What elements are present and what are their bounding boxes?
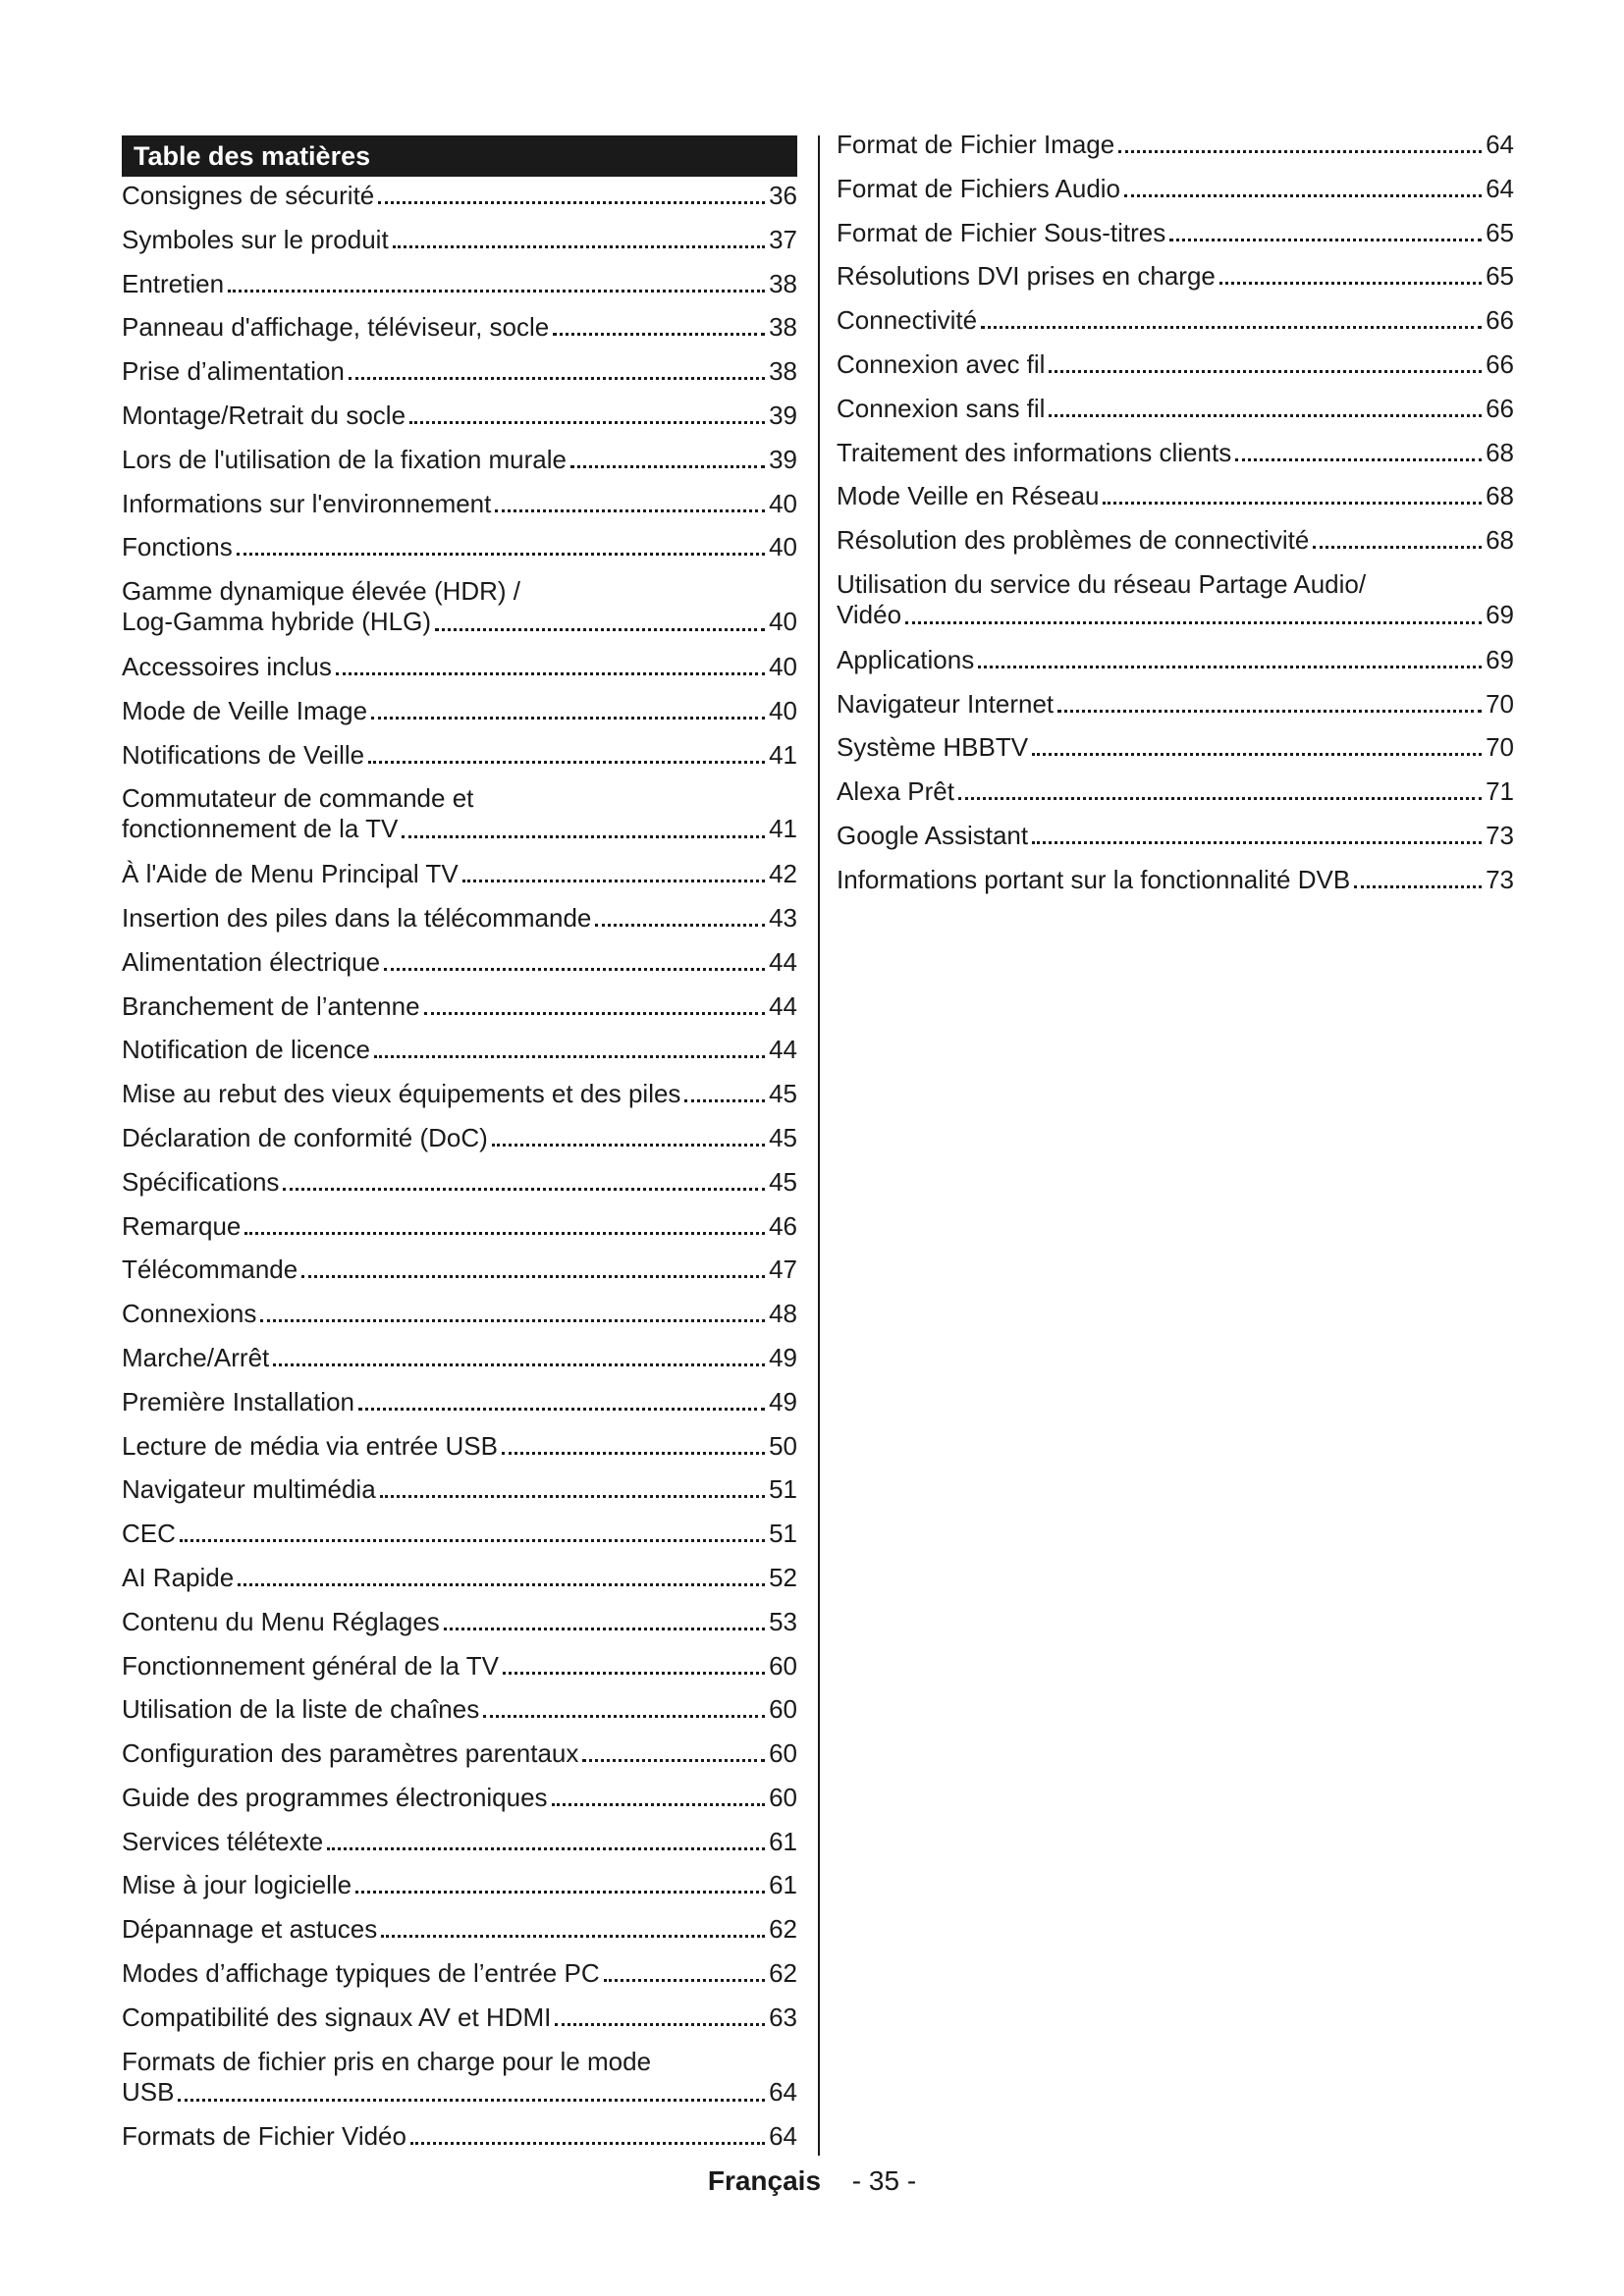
toc-entry-page: 44 [769,990,797,1021]
dot-leader [1118,150,1482,153]
toc-entry-page: 73 [1486,864,1514,894]
toc-entry[interactable] [122,400,797,430]
toc-entry-page: 45 [769,1166,797,1197]
toc-entry[interactable] [837,349,1514,379]
toc-entry-page: 42 [769,859,797,889]
toc-entry[interactable] [122,1870,797,1899]
toc-entry-title: Commutateur de commande et [122,783,474,814]
toc-entry-page: 39 [769,400,797,430]
toc-entry-title: Alimentation électrique [122,946,381,977]
toc-entry-title: Utilisation de la liste de chaînes [122,1694,480,1725]
toc-entry-page: 52 [769,1562,797,1592]
toc-entry-title: À l'Aide de Menu Principal TV [122,859,459,889]
toc-entry-title: Consignes de sécurité [122,181,375,210]
toc-entry[interactable] [122,740,797,770]
toc-entry-title: Services télétexte [122,1826,324,1856]
dot-leader [178,2099,765,2102]
toc-entry-page: 68 [1486,481,1514,511]
toc-entry-page: 61 [769,1870,797,1900]
toc-entry-page: 66 [1486,393,1514,423]
column-divider [818,135,820,2156]
toc-entry[interactable] [122,783,797,844]
toc-entry-page: 38 [769,312,797,343]
dot-leader [1049,414,1482,417]
toc-entry-page: 40 [769,532,797,562]
toc-entry-title-cont: USB [122,2076,175,2107]
toc-right-column [837,126,1514,894]
toc-entry-title: Google Assistant [837,820,1029,850]
toc-entry[interactable] [122,1474,797,1504]
toc-entry-page: 40 [769,695,797,725]
dot-leader [368,761,765,764]
toc-entry[interactable] [122,1519,797,1548]
toc-entry-title: Remarque [122,1210,242,1241]
dot-leader [371,717,765,720]
dot-leader [958,797,1482,800]
toc-entry-title: Panneau d'affichage, téléviseur, socle [122,312,550,343]
toc-entry-page: 60 [769,1738,797,1769]
toc-entry-title: Contenu du Menu Réglages [122,1606,440,1636]
dot-leader [981,326,1482,329]
toc-entry-page: 46 [769,1210,797,1241]
toc-entry[interactable] [122,225,797,254]
toc-entry[interactable] [122,652,797,681]
toc-entry[interactable] [122,181,797,210]
dot-leader [378,201,765,204]
dot-leader [1354,885,1482,888]
toc-entry-title: Format de Fichier Image [837,130,1115,159]
toc-entry-page: 69 [1486,599,1514,629]
toc-title: Table des matières [122,135,797,177]
toc-entry-title: Première Installation [122,1386,354,1416]
dot-leader [595,924,765,927]
toc-entry-title: Mode Veille en Réseau [837,481,1100,511]
dot-leader [1032,841,1482,844]
dot-leader [462,880,765,882]
toc-entry[interactable] [122,2047,797,2108]
toc-entry-page: 41 [769,739,797,770]
toc-entry-title-cont: Log-Gamma hybride (HLG) [122,607,431,637]
dot-leader [444,1628,765,1630]
toc-entry-title: Connectivité [837,305,978,336]
dot-leader [1124,194,1482,197]
toc-entry[interactable] [837,305,1514,335]
toc-entry-title: Guide des programmes électroniques [122,1782,548,1812]
dot-leader [283,1188,765,1191]
toc-entry-page: 73 [1486,820,1514,850]
dot-leader [483,1715,765,1718]
toc-entry[interactable] [837,130,1514,159]
toc-entry[interactable] [122,312,797,342]
toc-entry-title: Connexion avec fil [837,348,1046,379]
toc-entry[interactable] [122,1738,797,1768]
toc-entry[interactable] [837,776,1514,806]
toc-entry-page: 44 [769,946,797,977]
toc-entry[interactable] [122,2121,797,2151]
dot-leader [495,509,765,512]
toc-entry[interactable] [122,696,797,725]
toc-entry-page: 61 [769,1826,797,1856]
toc-entry-title: Insertion des piles dans la télécommande [122,902,592,933]
toc-entry-title: Informations portant sur la fonctionnalité DVB [837,864,1351,894]
toc-entry-title: Mode de Veille Image [122,695,368,725]
toc-entry-title: Télécommande [122,1255,298,1285]
dot-leader [905,621,1482,624]
toc-entry-page: 50 [769,1430,797,1461]
toc-entry-title: Fonctions [122,532,233,562]
toc-entry-title: Modes d’affichage typiques de l’entrée PC [122,1958,600,1989]
toc-entry-title: Résolutions DVI prises en charge [837,261,1216,292]
dot-leader [1032,753,1482,756]
toc-entry-title: CEC [122,1519,176,1549]
toc-entry-title: AI Rapide [122,1562,235,1592]
toc-entry[interactable] [122,903,797,933]
dot-leader [384,968,765,971]
toc-entry[interactable] [837,645,1514,674]
dot-leader [492,1144,765,1147]
toc-entry[interactable] [122,269,797,298]
dot-leader [1169,239,1482,241]
toc-entry-page: 37 [769,224,797,254]
toc-entry-page: 68 [1486,525,1514,556]
toc-entry-page: 70 [1486,688,1514,719]
toc-entry-title: Dépannage et astuces [122,1914,378,1945]
dot-leader [393,245,765,248]
toc-left-column [122,135,797,2151]
toc-entry[interactable] [837,821,1514,850]
toc-entry-page: 48 [769,1299,797,1329]
toc-entry[interactable] [122,1299,797,1328]
toc-entry-page: 51 [769,1474,797,1505]
toc-entry[interactable] [122,1211,797,1241]
toc-entry[interactable] [122,1607,797,1636]
dot-leader [355,1891,765,1894]
dot-leader [336,672,765,675]
dot-leader [260,1319,765,1322]
toc-entry-title: Configuration des paramètres parentaux [122,1738,579,1769]
toc-entry[interactable] [122,1387,797,1416]
dot-leader [555,2023,765,2026]
toc-entry[interactable] [122,2002,797,2032]
toc-entry[interactable] [837,394,1514,423]
toc-entry-page: 38 [769,356,797,387]
toc-entry-page: 64 [1486,173,1514,203]
toc-entry-title: Système HBBTV [837,732,1029,763]
dot-leader [180,1539,765,1542]
toc-entry-title: Spécifications [122,1166,280,1197]
toc-entry-page: 45 [769,1079,797,1109]
toc-entry-title: Entretien [122,268,225,298]
toc-entry-page: 38 [769,268,797,298]
dot-leader [380,1495,765,1498]
toc-entry[interactable] [837,438,1514,467]
page-footer [0,2165,1624,2197]
toc-entry[interactable] [122,532,797,561]
toc-entry[interactable] [122,1783,797,1812]
dot-leader [684,1099,765,1102]
toc-entry[interactable] [122,1167,797,1197]
toc-entry-title: Prise d’alimentation [122,356,345,387]
toc-entry-title: Lors de l'utilisation de la fixation murale [122,444,567,474]
toc-entry-page: 64 [769,2121,797,2152]
toc-entry[interactable] [837,525,1514,555]
toc-entry-page: 49 [769,1342,797,1372]
toc-entry-title: Symboles sur le produit [122,224,389,254]
toc-entry[interactable] [122,489,797,518]
dot-leader [552,1803,766,1806]
toc-entry-title: Informations sur l'environnement [122,488,492,518]
toc-entry[interactable] [837,174,1514,203]
toc-entry-page: 68 [1486,437,1514,467]
dot-leader [1235,458,1482,461]
toc-entry[interactable] [122,1431,797,1461]
dot-leader [410,2142,765,2145]
toc-entry-page: 53 [769,1606,797,1636]
toc-entry[interactable] [837,481,1514,510]
dot-leader [582,1759,765,1762]
toc-entry-title: Notifications de Veille [122,739,365,770]
toc-entry-page: 47 [769,1255,797,1285]
toc-right-list [837,130,1514,894]
toc-entry-title: Gamme dynamique élevée (HDR) / [122,576,521,607]
toc-entry[interactable] [122,1694,797,1724]
toc-entry[interactable] [837,569,1514,630]
toc-entry-title: Marche/Arrêt [122,1342,270,1372]
dot-leader [349,377,765,380]
toc-entry-title: Mise à jour logicielle [122,1870,352,1900]
dot-leader [1049,370,1482,373]
toc-entry-page: 51 [769,1519,797,1549]
dot-leader [1313,546,1482,549]
toc-entry-page: 40 [769,607,797,637]
toc-entry-page: 41 [769,814,797,844]
toc-entry[interactable] [122,859,797,888]
toc-entry-title: Lecture de média via entrée USB [122,1430,498,1461]
toc-entry[interactable] [837,865,1514,894]
toc-entry[interactable] [122,1563,797,1592]
toc-left-list [122,181,797,2151]
toc-entry[interactable] [122,1255,797,1284]
toc-entry-title: Connexion sans fil [837,393,1046,423]
toc-entry-title: Applications [837,644,975,674]
dot-leader [1057,710,1482,713]
toc-entry-page: 43 [769,902,797,933]
toc-entry-title: Formats de Fichier Vidéo [122,2121,406,2152]
dot-leader [358,1408,765,1411]
toc-entry-page: 49 [769,1386,797,1416]
toc-entry[interactable] [122,445,797,474]
toc-entry-page: 66 [1486,305,1514,336]
toc-entry[interactable] [122,991,797,1021]
toc-entry[interactable] [122,1343,797,1372]
toc-entry-page: 62 [769,1958,797,1989]
dot-leader [502,1452,765,1455]
dot-leader [228,290,765,293]
dot-leader [381,1935,765,1938]
dot-leader [402,835,765,838]
toc-entry-title: Format de Fichier Sous-titres [837,217,1166,247]
dot-leader [327,1847,765,1850]
toc-entry-page: 65 [1486,261,1514,292]
toc-entry[interactable] [122,1123,797,1152]
toc-entry-title: Fonctionnement général de la TV [122,1650,499,1681]
toc-entry[interactable] [122,1827,797,1856]
toc-entry-page: 40 [769,488,797,518]
toc-entry[interactable] [122,1035,797,1064]
toc-entry-title: Utilisation du service du réseau Partage Audio/ [837,568,1367,599]
toc-entry[interactable] [837,732,1514,762]
toc-entry-title: Traitement des informations clients [837,437,1232,467]
dot-leader [374,1055,765,1058]
toc-entry[interactable] [122,1651,797,1681]
toc-entry-page: 44 [769,1035,797,1065]
toc-entry-title: Mise au rebut des vieux équipements et des piles [122,1079,681,1109]
toc-entry-title: Notification de licence [122,1035,370,1065]
toc-entry-title: Connexions [122,1299,257,1329]
toc-entry[interactable] [837,261,1514,291]
toc-entry-page: 69 [1486,644,1514,674]
toc-entry[interactable] [122,947,797,977]
dot-leader [503,1672,765,1675]
page-number: - 35 - [851,2165,917,2196]
toc-entry[interactable] [837,689,1514,719]
dot-leader [238,1583,765,1586]
toc-entry-title-cont: Vidéo [837,599,902,629]
toc-entry-title-cont: fonctionnement de la TV [122,814,399,844]
dot-leader [244,1232,765,1235]
toc-entry[interactable] [122,1958,797,1988]
toc-entry-page: 66 [1486,348,1514,379]
toc-entry-page: 45 [769,1122,797,1152]
dot-leader [237,553,765,556]
toc-entry-title: Compatibilité des signaux AV et HDMI [122,2002,552,2032]
toc-entry-page: 64 [769,2076,797,2107]
toc-entry-page: 60 [769,1694,797,1725]
toc-entry-title: Format de Fichiers Audio [837,173,1121,203]
toc-entry-page: 64 [1486,130,1514,159]
toc-entry-title: Navigateur multimédia [122,1474,376,1505]
toc-entry-page: 36 [769,181,797,210]
toc-entry-page: 65 [1486,217,1514,247]
toc-entry-title: Navigateur Internet [837,688,1055,719]
toc-entry[interactable] [122,576,797,637]
dot-leader [301,1275,765,1278]
toc-entry-title: Alexa Prêt [837,776,954,807]
toc-entry-title: Résolution des problèmes de connectivité [837,525,1310,556]
toc-entry-title: Déclaration de conformité (DoC) [122,1122,488,1152]
toc-entry[interactable] [837,218,1514,247]
toc-entry-page: 63 [769,2002,797,2032]
dot-leader [1219,282,1482,285]
toc-entry-page: 70 [1486,732,1514,763]
dot-leader [409,421,765,424]
dot-leader [604,1979,765,1982]
toc-entry-title: Accessoires inclus [122,651,332,681]
toc-entry-title: Branchement de l’antenne [122,990,420,1021]
toc-entry-page: 62 [769,1914,797,1945]
toc-entry-page: 40 [769,651,797,681]
toc-entry[interactable] [122,356,797,386]
dot-leader [424,1012,766,1015]
footer-language: Français [707,2165,822,2196]
dot-leader [1103,502,1482,505]
toc-entry[interactable] [122,1079,797,1108]
toc-entry-page: 39 [769,444,797,474]
toc-entry-title: Montage/Retrait du socle [122,400,406,430]
dot-leader [553,333,765,336]
toc-entry[interactable] [122,1914,797,1944]
toc-entry-page: 60 [769,1650,797,1681]
toc-entry-page: 60 [769,1782,797,1812]
toc-entry-page: 71 [1486,776,1514,807]
dot-leader [435,628,765,631]
toc-entry-title: Formats de fichier pris en charge pour le mode [122,2046,652,2076]
dot-leader [978,666,1482,668]
dot-leader [273,1363,765,1366]
dot-leader [570,465,765,468]
